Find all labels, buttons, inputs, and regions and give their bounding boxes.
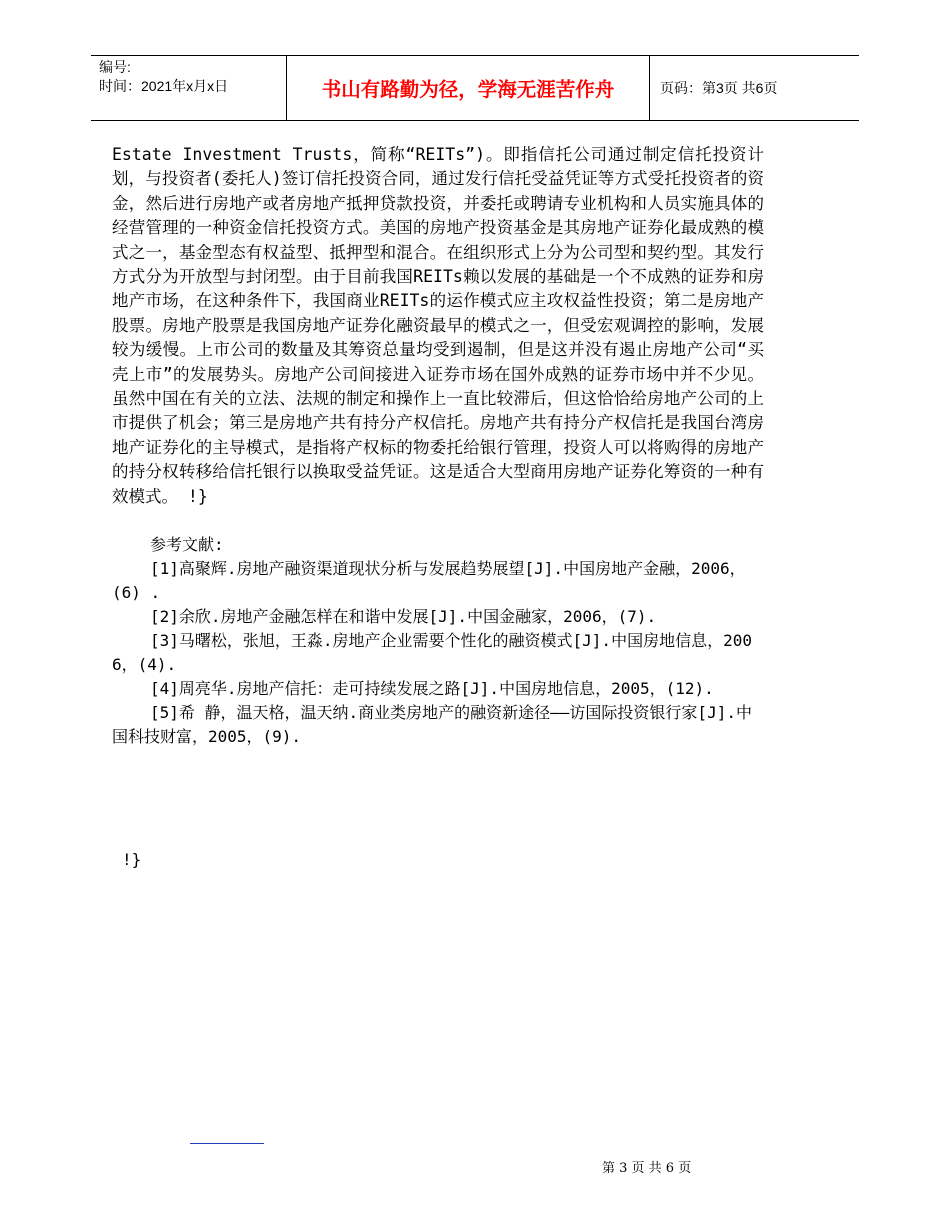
paragraph-gap xyxy=(112,509,764,533)
tail-mark: !} xyxy=(122,850,142,869)
header-page-info: 页码：第3页 共6页 xyxy=(660,80,778,96)
document-number-label: 编号: xyxy=(99,59,131,75)
page-header xyxy=(91,55,859,121)
footnote-separator xyxy=(190,1143,264,1144)
header-meta xyxy=(91,56,287,120)
reference-item: [1]高聚辉.房地产融资渠道现状分析与发展趋势展望[J].中国房地产金融，2006，(6) . xyxy=(112,559,746,603)
reference-item: [4]周亮华.房地产信托：走可持续发展之路[J].中国房地信息，2005，(12). xyxy=(150,679,714,699)
document-time-label: 时间：2021年x月x日 xyxy=(99,78,229,94)
reference-item: [2]余欣.房地产金融怎样在和谐中发展[J].中国金融家，2006，(7). xyxy=(150,607,657,627)
reference-item: [3]马曙松，张旭，王淼.房地产企业需要个性化的融资模式[J].中国房地信息，2006，(4). xyxy=(112,631,752,675)
page-footer: 第 3 页 共 6 页 xyxy=(602,1161,692,1176)
document-body xyxy=(112,143,764,749)
references-title: 参考文献: xyxy=(150,535,224,555)
body-paragraph: Estate Investment Trusts，简称“REITs”)。即指信托公司通过制定信托投资计划，与投资者(委托人)签订信托投资合同，通过发行信托受益凭证等方式受托投资者的资金，然后进行房地产或者房地产抵押贷款投资，并委托或聘请专业机构和人员实施具体的经营管理的一种资金信托投资方式。美国的房地产投资基金是其房地产证券化最成熟的模式之一，基金型态有权益型、抵押型和混合。在组织形式上分为公司型和契约型。其发行方式分为开放型与封闭型。由于目前我国REITs赖以发展的基础是一个不成熟的证券和房地产市场，在这种条件下，我国商业REITs的运作模式应主攻权益性投资；第二是房地产股票。房地产股票是我国房地产证券化融资最早的模式之一，但受宏观调控的影响，发展较为缓慢。上市公司的数量及其筹资总量均受到遏制，但是这并没有遏止房地产公司“买壳上市”的发展势头。房地产公司间接进入证券市场在国外成熟的证券市场中并不少见。虽然中国在有关的立法、法规的制定和操作上一直比较滞后，但这恰恰给房地产公司的上市提供了机会；第三是房地产共有持分产权信托。房地产共有持分产权信托是我国台湾房地产证券化的主导模式，是指将产权标的物委托给银行管理，投资人可以将购得的房地产的持分权转移给信托银行以换取受益凭证。这是适合大型商用房地产证券化筹资的一种有效模式。 !} xyxy=(112,145,764,506)
header-motto: 书山有路勤为径，学海无涯苦作舟 xyxy=(287,56,650,120)
reference-item: [5]希 静，温天格，温天纳.商业类房地产的融资新途径——访国际投资银行家[J].中国科技财富，2005，(9). xyxy=(112,703,752,747)
